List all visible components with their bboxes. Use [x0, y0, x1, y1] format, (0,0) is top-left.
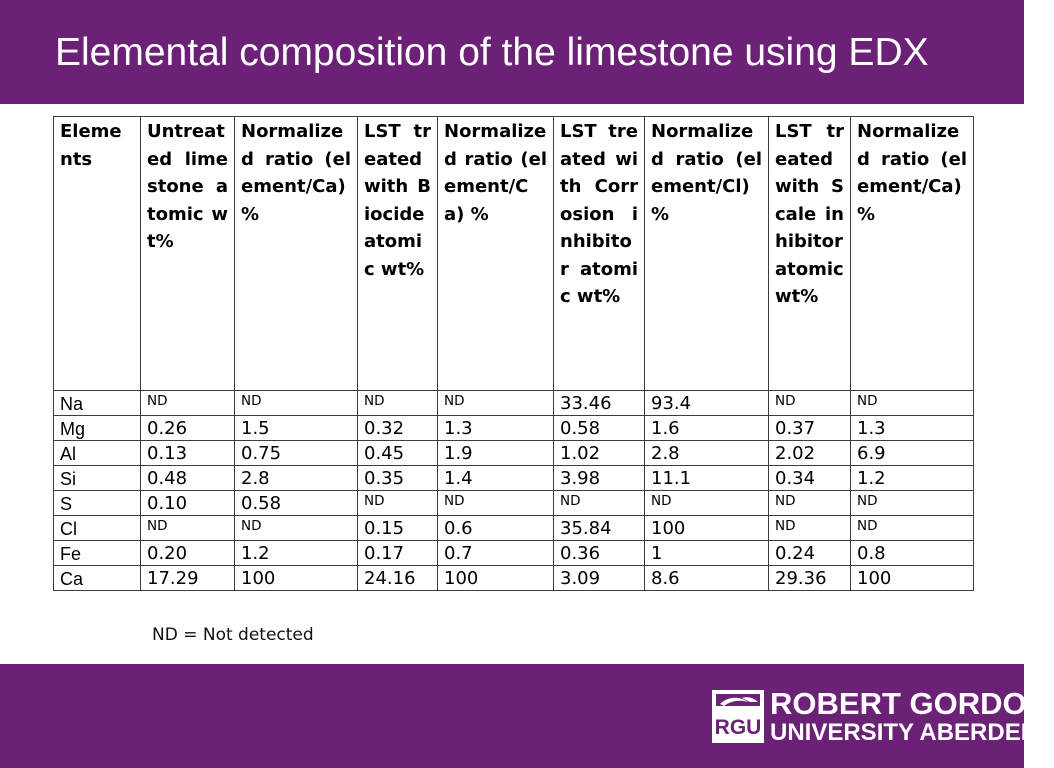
value-cell	[851, 441, 974, 466]
element-symbol: Ca	[60, 569, 84, 589]
table-row	[54, 391, 974, 416]
value-cell	[851, 491, 974, 516]
cell-value: 0.58	[241, 493, 282, 514]
element-cell	[54, 391, 141, 416]
value-cell	[645, 416, 769, 441]
cell-value: ND	[651, 493, 672, 509]
cell-value: ND	[560, 493, 581, 509]
value-cell	[235, 516, 358, 541]
cell-value: ND	[857, 493, 878, 509]
column-header-text: Normalized ratio (element/Ca) %	[444, 121, 547, 225]
element-cell	[54, 541, 141, 566]
value-cell	[235, 491, 358, 516]
element-cell	[54, 566, 141, 591]
element-cell	[54, 441, 141, 466]
cell-value: 1	[651, 543, 663, 564]
column-header-text: Elements	[60, 121, 122, 170]
cell-value: 11.1	[651, 468, 692, 489]
cell-value: 2.02	[775, 443, 816, 464]
value-cell	[141, 491, 235, 516]
value-cell	[438, 566, 554, 591]
value-cell	[851, 566, 974, 591]
element-symbol: S	[60, 494, 73, 514]
value-cell	[235, 416, 358, 441]
cell-value: ND	[364, 493, 385, 509]
cell-value: ND	[444, 493, 465, 509]
column-header-text: Normalized ratio (element/Ca) %	[241, 121, 351, 225]
cell-value: 1.02	[560, 443, 601, 464]
cell-value: 0.34	[775, 468, 816, 489]
cell-value: 1.2	[857, 468, 886, 489]
value-cell	[769, 416, 851, 441]
rgu-crest-icon	[712, 690, 764, 743]
table-row	[54, 441, 974, 466]
cell-value: 0.17	[364, 543, 405, 564]
value-cell	[769, 566, 851, 591]
value-cell	[141, 441, 235, 466]
column-header-text: Normalized ratio (element/Ca) %	[857, 121, 967, 225]
element-cell	[54, 491, 141, 516]
value-cell	[235, 466, 358, 491]
value-cell	[851, 416, 974, 441]
value-cell	[141, 466, 235, 491]
element-cell	[54, 466, 141, 491]
value-cell	[235, 441, 358, 466]
value-cell	[358, 466, 438, 491]
cell-value: 0.7	[444, 543, 473, 564]
value-cell	[438, 541, 554, 566]
value-cell	[438, 416, 554, 441]
value-cell	[851, 391, 974, 416]
cell-value: 6.9	[857, 443, 886, 464]
wordmark-line2: UNIVERSITY ABERDEEN	[770, 719, 1054, 746]
value-cell	[645, 516, 769, 541]
cell-value: 0.20	[147, 543, 188, 564]
element-symbol: Fe	[60, 544, 82, 564]
element-cell	[54, 516, 141, 541]
cell-value: 29.36	[775, 568, 827, 589]
cell-value: 2.8	[651, 443, 680, 464]
cell-value: 1.3	[857, 418, 886, 439]
table-row	[54, 466, 974, 491]
cell-value: ND	[241, 393, 262, 409]
value-cell	[141, 541, 235, 566]
value-cell	[645, 391, 769, 416]
column-header-text: LST treated with Corrosion inhibitor atomic wt%	[560, 121, 638, 307]
cell-value: 0.37	[775, 418, 816, 439]
cell-value: ND	[775, 493, 796, 509]
wordmark-line1: ROBERT GORDON	[770, 686, 1049, 721]
value-cell	[554, 566, 645, 591]
cell-value: 1.3	[444, 418, 473, 439]
cell-value: 0.8	[857, 543, 886, 564]
value-cell	[358, 566, 438, 591]
cell-value: 0.45	[364, 443, 405, 464]
value-cell	[769, 466, 851, 491]
element-symbol: Na	[60, 394, 84, 414]
cell-value: 1.6	[651, 418, 680, 439]
value-cell	[769, 391, 851, 416]
value-cell	[851, 466, 974, 491]
value-cell	[235, 566, 358, 591]
footnote: ND = Not detected	[152, 625, 314, 645]
value-cell	[645, 466, 769, 491]
element-symbol: Al	[60, 444, 77, 464]
value-cell	[438, 441, 554, 466]
column-header	[438, 117, 554, 391]
table-row	[54, 416, 974, 441]
value-cell	[851, 541, 974, 566]
column-header	[769, 117, 851, 391]
cell-value: ND	[444, 393, 465, 409]
cell-value: 33.46	[560, 393, 612, 414]
rgu-logo	[712, 686, 1054, 746]
cell-value: ND	[857, 393, 878, 409]
cell-value: 100	[857, 568, 892, 589]
cell-value: 2.8	[241, 468, 270, 489]
cell-value: 0.48	[147, 468, 188, 489]
value-cell	[554, 441, 645, 466]
cell-value: 1.5	[241, 418, 270, 439]
cell-value: ND	[364, 393, 385, 409]
cell-value: 0.24	[775, 543, 816, 564]
element-symbol: Mg	[60, 419, 86, 439]
cell-value: ND	[775, 393, 796, 409]
value-cell	[769, 516, 851, 541]
cell-value: ND	[775, 518, 796, 534]
cell-value: 1.9	[444, 443, 473, 464]
cell-value: 0.6	[444, 518, 473, 539]
cell-value: 35.84	[560, 518, 612, 539]
cell-value: 0.26	[147, 418, 188, 439]
column-header-text: Untreated limestone atomic wt%	[147, 121, 228, 252]
element-symbol: Si	[60, 469, 77, 489]
rgu-mark-text: RGU	[714, 716, 762, 739]
value-cell	[141, 566, 235, 591]
value-cell	[554, 516, 645, 541]
column-header	[141, 117, 235, 391]
cell-value: 0.13	[147, 443, 188, 464]
value-cell	[554, 391, 645, 416]
value-cell	[645, 491, 769, 516]
cell-value: 0.36	[560, 543, 601, 564]
table-row	[54, 541, 974, 566]
cell-value: 100	[651, 518, 686, 539]
column-header	[358, 117, 438, 391]
value-cell	[358, 541, 438, 566]
slide-title: Elemental composition of the limestone using EDX	[55, 31, 929, 74]
value-cell	[358, 516, 438, 541]
cell-value: 0.58	[560, 418, 601, 439]
cell-value: ND	[857, 518, 878, 534]
cell-value: 100	[444, 568, 479, 589]
value-cell	[141, 516, 235, 541]
cell-value: ND	[241, 518, 262, 534]
cell-value: 1.4	[444, 468, 473, 489]
table-header-row	[54, 117, 974, 391]
column-header-text: Normalized ratio (element/Cl) %	[651, 121, 762, 225]
cell-value: ND	[147, 393, 168, 409]
table-row	[54, 566, 974, 591]
value-cell	[554, 491, 645, 516]
title-bar	[0, 0, 1024, 104]
cell-value: 8.6	[651, 568, 680, 589]
cell-value: 17.29	[147, 568, 199, 589]
table-body	[54, 391, 974, 591]
cell-value: 0.15	[364, 518, 405, 539]
cell-value: ND	[147, 518, 168, 534]
value-cell	[851, 516, 974, 541]
value-cell	[438, 491, 554, 516]
table-row	[54, 491, 974, 516]
value-cell	[645, 566, 769, 591]
edx-composition-table	[53, 116, 974, 591]
cell-value: 0.32	[364, 418, 405, 439]
value-cell	[554, 466, 645, 491]
value-cell	[769, 491, 851, 516]
value-cell	[358, 391, 438, 416]
value-cell	[141, 391, 235, 416]
value-cell	[769, 441, 851, 466]
value-cell	[554, 416, 645, 441]
cell-value: 1.2	[241, 543, 270, 564]
cell-value: 3.98	[560, 468, 601, 489]
column-header	[645, 117, 769, 391]
column-header-text: LST treated with Biocide atomic wt%	[364, 121, 431, 280]
cell-value: 0.75	[241, 443, 282, 464]
value-cell	[358, 416, 438, 441]
cell-value: 0.10	[147, 493, 188, 514]
column-header-text: LST treated with Scale inhibitor atomic wt%	[775, 121, 844, 307]
cell-value: 24.16	[364, 568, 416, 589]
value-cell	[358, 441, 438, 466]
value-cell	[769, 541, 851, 566]
value-cell	[235, 541, 358, 566]
value-cell	[438, 516, 554, 541]
cell-value: 93.4	[651, 393, 692, 414]
cell-value: 0.35	[364, 468, 405, 489]
value-cell	[645, 441, 769, 466]
column-header	[851, 117, 974, 391]
table-row	[54, 516, 974, 541]
value-cell	[235, 391, 358, 416]
value-cell	[438, 466, 554, 491]
value-cell	[141, 416, 235, 441]
cell-value: 100	[241, 568, 276, 589]
element-cell	[54, 416, 141, 441]
value-cell	[358, 491, 438, 516]
value-cell	[554, 541, 645, 566]
cell-value: 3.09	[560, 568, 601, 589]
value-cell	[438, 391, 554, 416]
value-cell	[645, 541, 769, 566]
university-wordmark	[770, 688, 1054, 746]
column-header	[554, 117, 645, 391]
column-header	[235, 117, 358, 391]
element-symbol: Cl	[60, 519, 77, 539]
column-header	[54, 117, 141, 391]
